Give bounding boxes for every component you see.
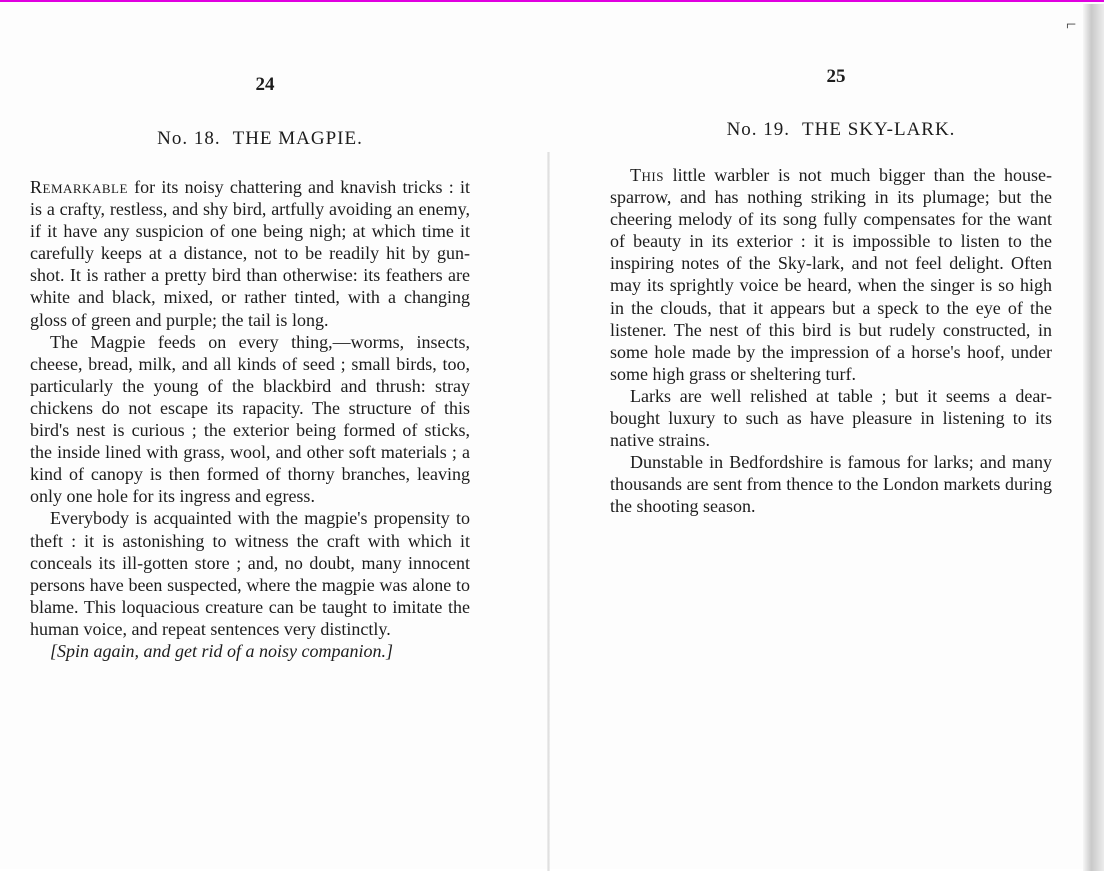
right-page: [610, 66, 1052, 518]
entry-number: No. 19.: [726, 119, 791, 140]
opening-word: This: [630, 165, 664, 185]
spin-instruction: [Spin again, and get rid of a noisy companion.]: [50, 640, 393, 661]
page-number: 24: [255, 74, 275, 95]
paragraph: The Magpie feeds on every thing,—worms, insects, cheese, bread, milk, and all kinds of seed ; small birds, too, particularly the young of the blackbird and thrush: stray chickens do not escape its rapacity. The structure of this bird's nest is curious ; the exterior being formed of sticks, the inside lined with grass, wool, and other soft materials ; a kind of canopy is then formed of thorny branches, leaving only one hole for its ingress and egress.: [30, 331, 470, 507]
entry-title: THE MAGPIE.: [232, 128, 363, 149]
opening-word: Remarkable: [30, 177, 128, 197]
paragraph-text: for its noisy chattering and knavish tricks : it is a crafty, restless, and shy bird, artfully avoiding an enemy, if it have any suspicion of one being nigh; at which time it carefully keeps at a distance, not to be readily hit by gun-shot. It is rather a pretty bird than otherwise: its feathers are white and black, mixed, or rather tinted, with a changing gloss of green and purple; the tail is long.: [30, 177, 470, 330]
paragraph-text: little warbler is not much bigger than the house-sparrow, and has nothing striking in its plumage; but the cheering melody of its song fully compensates for the want of beauty in its exterior : it is impossible to listen to the inspiring notes of the Sky-lark, and not feel delight. Often may its sprightly voice be heard, when the singer is so high in the clouds, that it appears but a speck to the eye of the listener. The nest of this bird is but rudely constructed, in some hole made by the impression of a horse's hoof, under some high grass or sheltering turf.: [610, 165, 1052, 384]
paragraph: Dunstable in Bedfordshire is famous for larks; and many thousands are sent from thence to the London markets during the shooting season.: [610, 452, 1052, 517]
entry-number: No. 18.: [157, 128, 221, 149]
entry-title: THE SKY-LARK.: [802, 119, 956, 140]
page-curl-icon: ⌐: [1066, 14, 1077, 34]
page-edge-shadow: [1083, 4, 1104, 871]
entry-heading: [610, 119, 1052, 141]
book-spread: [0, 2, 1104, 869]
entry-heading: [30, 128, 470, 150]
page-number: 25: [826, 66, 846, 87]
left-page: [30, 74, 470, 662]
book-gutter: [547, 152, 550, 871]
paragraph: [610, 164, 1052, 385]
paragraph: [30, 176, 470, 331]
paragraph: Everybody is acquainted with the magpie's propensity to theft : it is astonishing to witness the craft with which it conceals its ill-gotten store ; and, no doubt, many innocent persons have been suspected, where the magpie was alone to blame. This loquacious creature can be taught to imitate the human voice, and repeat sentences very distinctly.: [30, 508, 470, 639]
paragraph: Larks are well relished at table ; but it seems a dear-bought luxury to such as have pleasure in listening to its native strains.: [610, 385, 1052, 451]
